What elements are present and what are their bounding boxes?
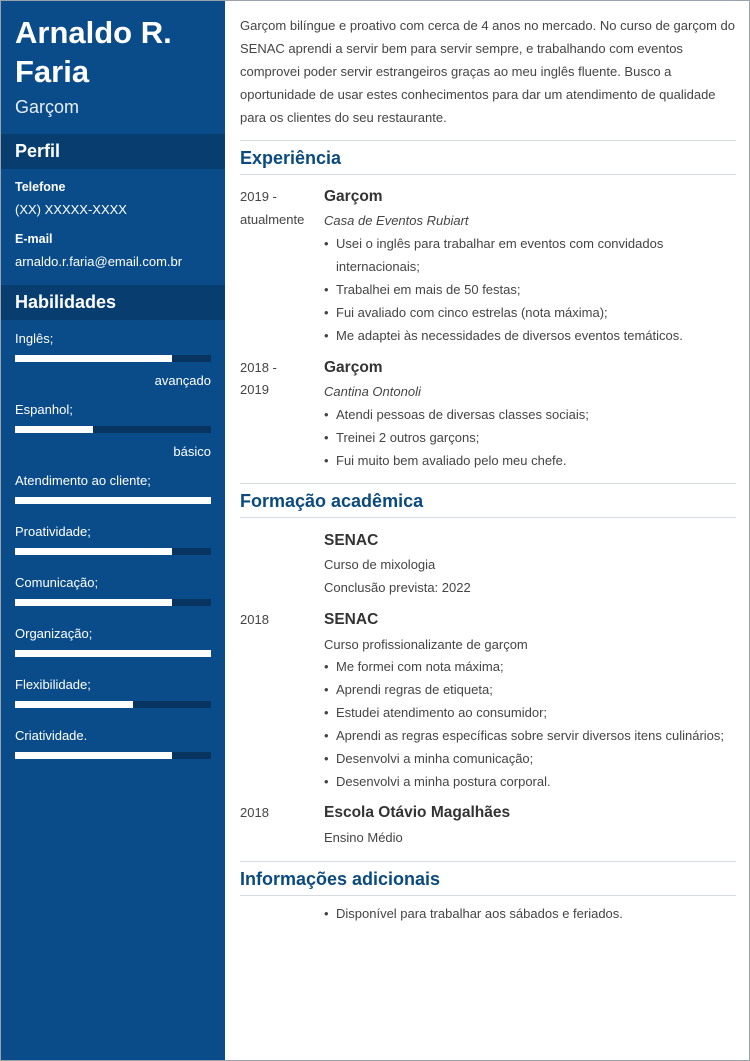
skill-bar [15, 650, 211, 657]
job-bullets [324, 403, 736, 472]
list-item: • Me formei com nota máxima; [324, 655, 736, 678]
list-item: • Usei o inglês para trabalhar em eventos com convidados internacionais; [324, 232, 736, 278]
school-name: Escola Otávio Magalhães [324, 804, 511, 821]
list-item: • Fui avaliado com cinco estrelas (nota máxima); [324, 301, 736, 324]
list-item: • Disponível para trabalhar aos sábados e feriados. [324, 902, 736, 925]
skill-bar [15, 426, 211, 433]
skill-name: Atendimento ao cliente; [15, 473, 151, 488]
skill-name: Comunicação; [15, 575, 99, 590]
divider [240, 140, 736, 141]
course-name: Ensino Médio [324, 830, 403, 845]
skill-item [15, 473, 211, 491]
skill-bar [15, 701, 211, 708]
list-item: • Trabalhei em mais de 50 festas; [324, 278, 736, 301]
education-heading: Formação acadêmica [240, 491, 424, 511]
skill-level-label: avançado [154, 373, 211, 388]
skill-name: Espanhol; [15, 402, 73, 417]
course-name: Curso profissionalizante de garçom [324, 637, 528, 652]
phone-value: (XX) XXXXX-XXXX [15, 202, 127, 217]
skill-bar-fill [15, 752, 172, 759]
skill-name: Inglês; [15, 331, 54, 346]
course-name: Curso de mixologia [324, 557, 436, 572]
job-bullets [324, 232, 736, 347]
job-company: Cantina Ontonoli [324, 384, 421, 399]
candidate-role: Garçom [15, 97, 80, 117]
skill-bar-fill [15, 426, 93, 433]
skill-bar [15, 599, 211, 606]
skill-bar [15, 355, 211, 362]
skill-name: Proatividade; [15, 524, 91, 539]
education-date: 2018 [240, 612, 269, 627]
skill-bar [15, 497, 211, 504]
list-item: • Desenvolvi a minha postura corporal. [324, 770, 736, 793]
list-item: • Atendi pessoas de diversas classes sociais; [324, 403, 736, 426]
skill-item [15, 331, 211, 388]
skill-level-label: básico [173, 444, 211, 459]
skill-item [15, 728, 211, 746]
skill-item [15, 626, 211, 644]
education-bullets [324, 655, 736, 793]
list-item: • Desenvolvi a minha comunicação; [324, 747, 736, 770]
additional-heading: Informações adicionais [240, 869, 441, 889]
summary-text: Garçom bilíngue e proativo com cerca de 4 anos no mercado. No curso de garçom do SENAC aprendi a servir bem para servir sempre, e trabalhando com eventos comprovei poder servir estrangeiros graças ao meu inglês fluente. Busco a oportunidade de usar estes conhecimentos para dar um atendimento de qualidade para os clientes do seu restaurante. [240, 18, 735, 125]
skills-heading: Habilidades [1, 285, 225, 320]
skill-bar-fill [15, 599, 172, 606]
divider [240, 483, 736, 484]
job-title: Garçom [324, 188, 383, 205]
skill-item [15, 575, 211, 593]
job-date-end: atualmente [240, 212, 305, 227]
job-title: Garçom [324, 359, 383, 376]
sidebar [1, 1, 225, 1060]
school-name: SENAC [324, 611, 379, 628]
skill-bar-fill [15, 650, 211, 657]
skill-bar [15, 548, 211, 555]
email-value: arnaldo.r.faria@email.com.br [15, 254, 183, 269]
skill-item [15, 677, 211, 695]
list-item: • Treinei 2 outros garçons; [324, 426, 736, 449]
list-item: • Fui muito bem avaliado pelo meu chefe. [324, 449, 736, 472]
skill-bar-fill [15, 701, 133, 708]
skill-name: Criatividade. [15, 728, 88, 743]
skill-item [15, 524, 211, 542]
education-date: 2018 [240, 805, 269, 820]
job-date-end: 2019 [240, 382, 269, 397]
list-item: • Estudei atendimento ao consumidor; [324, 701, 736, 724]
list-item: • Aprendi as regras específicas sobre servir diversos itens culinários; [324, 724, 736, 747]
skill-bar-fill [15, 497, 211, 504]
additional-bullets [324, 902, 736, 925]
job-company: Casa de Eventos Rubiart [324, 213, 469, 228]
divider [240, 861, 736, 862]
candidate-name: Arnaldo R. Faria [15, 15, 172, 89]
divider [240, 174, 736, 175]
job-date-start: 2019 - [240, 189, 277, 204]
skill-name: Flexibilidade; [15, 677, 91, 692]
phone-label: Telefone [15, 180, 66, 194]
divider [240, 895, 736, 896]
email-label: E-mail [15, 232, 53, 246]
list-item: • Me adaptei às necessidades de diversos eventos temáticos. [324, 324, 736, 347]
school-name: SENAC [324, 532, 379, 549]
skill-bar [15, 752, 211, 759]
divider [240, 517, 736, 518]
experience-heading: Experiência [240, 148, 342, 168]
job-date-start: 2018 - [240, 360, 277, 375]
skill-bar-fill [15, 548, 172, 555]
profile-heading: Perfil [1, 134, 225, 169]
skill-name: Organização; [15, 626, 93, 641]
list-item: • Aprendi regras de etiqueta; [324, 678, 736, 701]
skill-bar-fill [15, 355, 172, 362]
skill-item [15, 402, 211, 459]
course-note: Conclusão prevista: 2022 [324, 580, 471, 595]
